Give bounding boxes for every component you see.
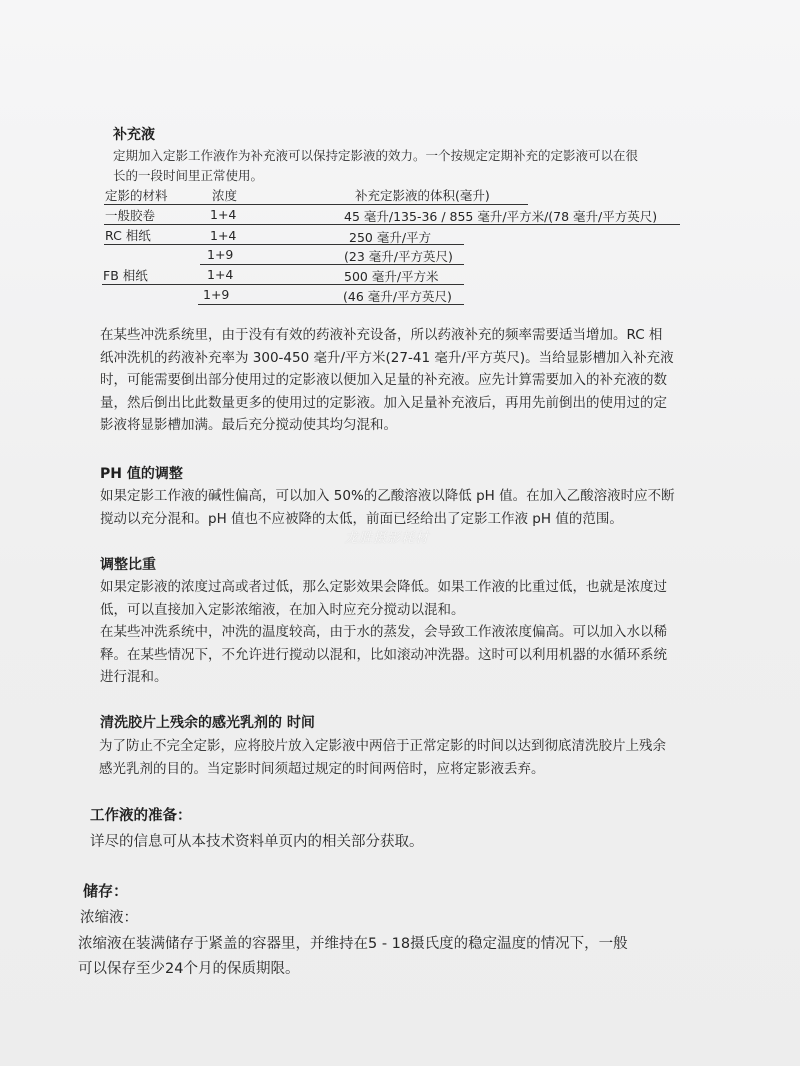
paragraph-line: 如果定影液的浓度过高或者过低，那么定影效果会降低。如果工作液的比重过低，也就是浓度过 [100,579,667,595]
table-cell-material: FB 相纸 [103,268,148,283]
table-header-rule [104,204,528,205]
table-cell-volume: 45 毫升/135-36 / 855 毫升/平方米/(78 毫升/平方英尺) [344,209,658,224]
wash-paragraph [99,735,666,780]
table-cell-material: RC 相纸 [105,228,151,243]
paragraph-line: 如果定影工作液的碱性偏高，可以加入 50%的乙酸溶液以降低 pH 值。在加入乙酸溶液时应不断 [100,488,675,504]
table-cell-volume: 500 毫升/平方米 [344,269,439,284]
paragraph-line: 在某些冲洗系统中，冲洗的温度较高，由于水的蒸发，会导致工作液浓度偏高。可以加入水以稀 [100,624,667,640]
table-cell-volume: (23 毫升/平方英尺) [344,249,453,264]
table-cell-concentration: 1+9 [207,247,234,262]
table-row-rule [200,264,464,265]
replenisher-intro-line-2: 长的一段时间里正常使用。 [113,168,264,183]
section-heading-gravity: 调整比重 [100,557,156,573]
table-header-material: 定影的材料 [105,188,168,203]
gravity-paragraph [100,576,667,689]
section-heading-wash: 清洗胶片上残余的感光乳剂的 时间 [100,715,315,731]
ph-paragraph [100,485,675,530]
table-row-rule [104,224,680,225]
table-cell-concentration: 1+9 [203,287,230,302]
replenisher-intro-line-1: 定期加入定影工作液作为补充液可以保持定影液的效力。一个按规定定期补充的定影液可以在很 [113,148,639,163]
storage-subheading: 浓缩液： [80,910,138,926]
paragraph-line: 进行混和。 [100,669,168,685]
table-row-rule [102,284,464,285]
storage-line-2: 可以保存至少24个月的保质期限。 [78,961,300,977]
paragraph-line: 在某些冲洗系统里，由于没有有效的药液补充设备，所以药液补充的频率需要适当增加。RC 相 [100,327,663,343]
table-cell-material: 一般胶卷 [105,208,156,223]
paragraph-line: 纸冲洗机的药液补充率为 300-450 毫升/平方米(27-41 毫升/平方英尺)。当给显影槽加入补充液 [100,349,674,366]
paragraph-line: 低，可以直接加入定影浓缩液，在加入时应充分搅动以混和。 [100,601,465,618]
paragraph-line: 量，然后倒出比此数量更多的使用过的定影液。加入足量补充液后，再用先前倒出的使用过的定 [100,394,667,411]
section-heading-replenisher: 补充液 [113,127,155,143]
paragraph-line: 时，可能需要倒出部分使用过的定影液以便加入足量的补充液。应先计算需要加入的补充液的数 [100,372,667,388]
table-cell-concentration: 1+4 [210,228,237,243]
table-cell-volume: (46 毫升/平方英尺) [343,289,452,304]
paragraph-line: 为了防止不完全定影，应将胶片放入定影液中两倍于正常定影的时间以达到彻底清洗胶片上残余 [99,738,666,754]
section-heading-ph: PH 值的调整 [100,466,183,482]
paragraph-line: 影液将显影槽加满。最后充分搅动使其均匀混和。 [100,417,397,433]
table-cell-volume: 250 毫升/平方 [349,230,432,245]
section-heading-prep: 工作液的准备： [90,808,192,824]
table-cell-concentration: 1+4 [207,267,234,282]
table-cell-concentration: 1+4 [210,207,237,222]
paragraph-line: 感光乳剂的目的。当定影时间须超过规定的时间两倍时，应将定影液丢弃。 [99,760,545,777]
table-row-rule [198,304,464,305]
paragraph-line: 释。在某些情况下，不允许进行搅动以混和，比如滚动冲洗器。这时可以利用机器的水循环系统 [100,646,667,663]
table-row-rule [104,244,464,245]
section-heading-storage: 储存： [83,882,129,900]
prep-line: 详尽的信息可从本技术资料单页内的相关部分获取。 [90,834,424,850]
paragraph-line: 搅动以充分混和。pH 值也不应被降的太低，前面已经给出了定影工作液 pH 值的范围。 [100,510,623,527]
replenisher-paragraph [100,324,674,437]
table-header-volume: 补充定影液的体积(毫升) [355,188,490,203]
table-header-concentration: 浓度 [212,188,238,203]
storage-line-1: 浓缩液在装满储存于紧盖的容器里，并维持在5 - 18摄氏度的稳定温度的情况下，一般 [78,936,628,952]
watermark: 龙胜摄影耗材 [345,531,430,546]
